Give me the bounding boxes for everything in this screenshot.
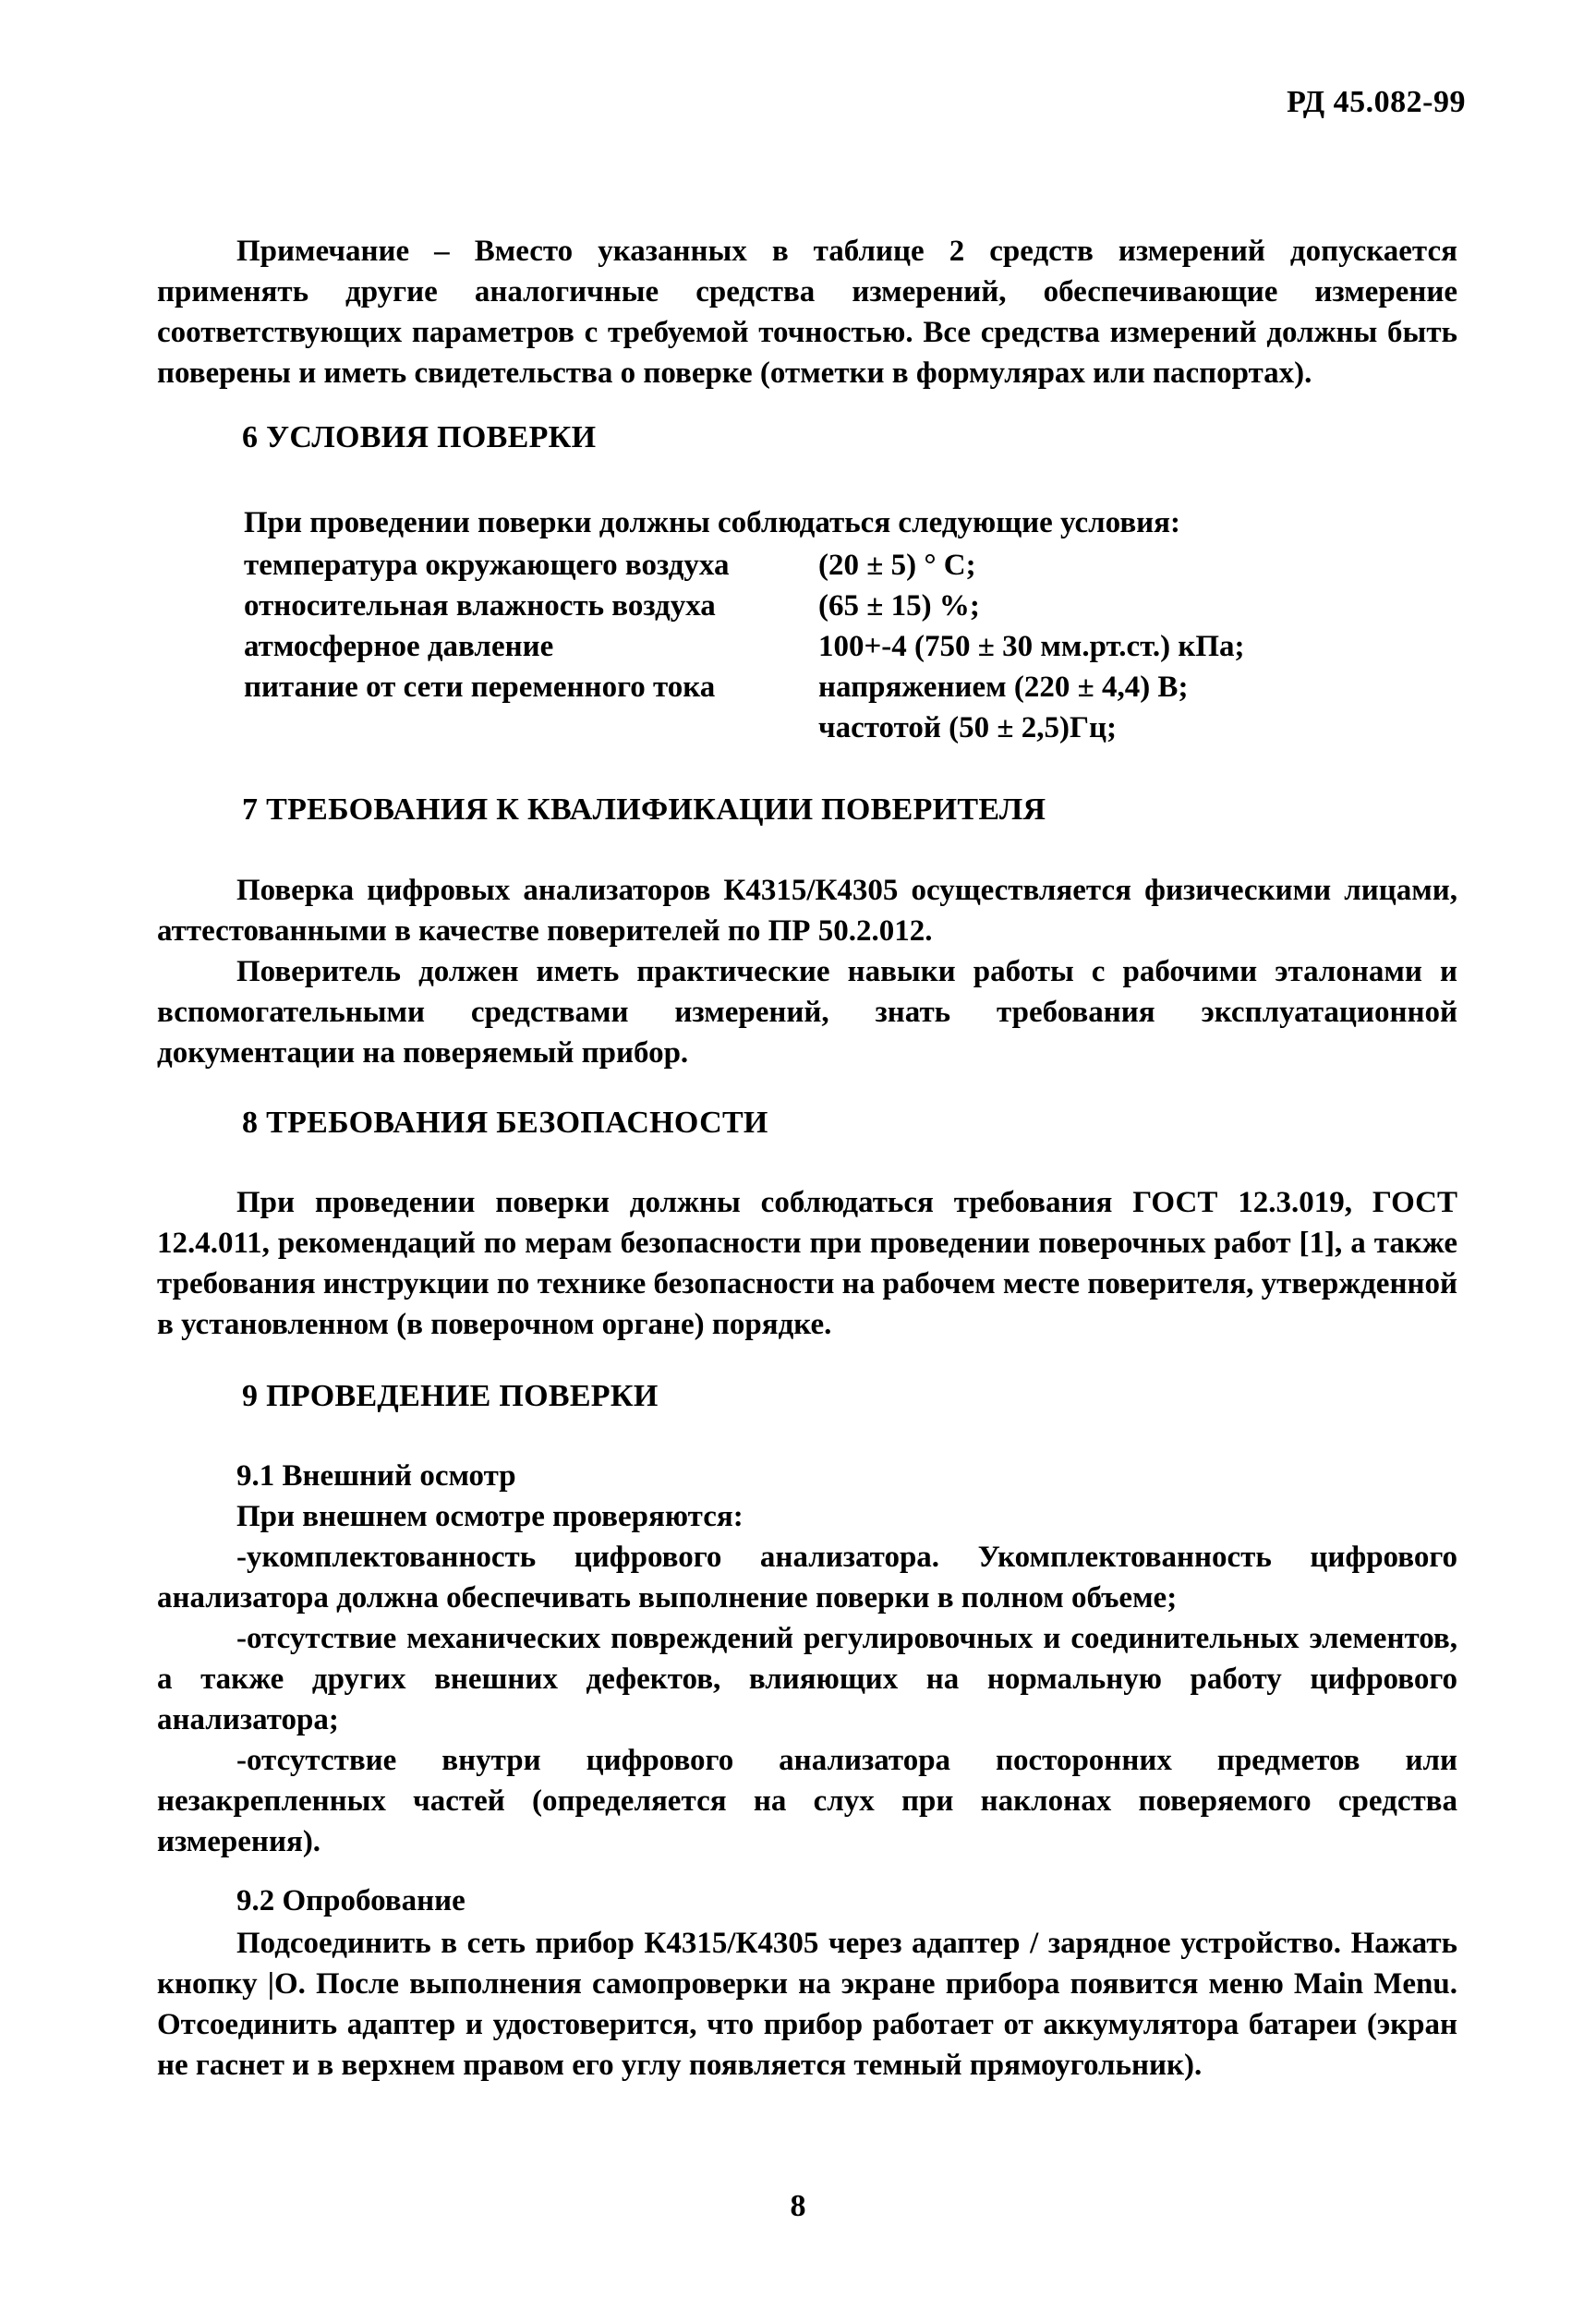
condition-row — [244, 626, 1315, 667]
section-7-body — [157, 870, 1457, 1073]
condition-row — [244, 708, 1315, 748]
subsection-9-1-heading: 9.1 Внешний осмотр — [236, 1459, 516, 1493]
section-7-heading: 7 ТРЕБОВАНИЯ К КВАЛИФИКАЦИИ ПОВЕРИТЕЛЯ — [242, 792, 1046, 827]
condition-value: (65 ± 15) %; — [818, 589, 980, 623]
condition-row — [244, 586, 1315, 626]
condition-value: (20 ± 5) ° С; — [818, 549, 976, 582]
section-8-body — [157, 1182, 1457, 1345]
subsection-9-1-intro: При внешнем осмотре проверяются: — [236, 1500, 744, 1533]
condition-value: частотой (50 ± 2,5)Гц; — [818, 711, 1117, 744]
subsection-9-2-paragraph: Подсоединить в сеть прибор К4315/К4305 через адаптер / зарядное устройство. Нажать кнопку |О. После выполнения самопроверки на экране прибора появится меню Main Menu. Отсоединить адаптер и удостоверится, что прибор работает от аккумулятора батареи (экран не гаснет и в верхнем правом его углу появляется темный прямоугольник). — [157, 1927, 1457, 2082]
condition-label: температура окружающего воздуха — [244, 549, 730, 582]
conditions-intro: При проведении поверки должны соблюдаться следующие условия: — [244, 506, 1180, 539]
condition-label: питание от сети переменного тока — [244, 671, 716, 704]
subsection-9-2-heading: 9.2 Опробование — [236, 1884, 466, 1917]
note-paragraph: Примечание – Вместо указанных в таблице 2 средств измерений допускается применять другие аналогичные средства измерений, обеспечивающие измерение соответствующих параметров с требуемой точностью. Все средства измерений должны быть поверены и иметь свидетельства о поверке (отметки в формулярах или паспортах). — [157, 235, 1457, 390]
section-7-paragraph: Поверка цифровых анализаторов К4315/К4305 осуществляется физическими лицами, аттестованными в качестве поверителей по ПР 50.2.012. — [157, 874, 1457, 948]
condition-row — [244, 545, 1315, 586]
conditions-table — [244, 545, 1315, 748]
section-6-heading: 6 УСЛОВИЯ ПОВЕРКИ — [242, 420, 597, 454]
condition-label: относительная влажность воздуха — [244, 589, 716, 623]
subsection-9-2-body — [157, 1923, 1457, 2086]
condition-value: 100+-4 (750 ± 30 мм.рт.ст.) кПа; — [818, 630, 1245, 663]
section-8-paragraph: При проведении поверки должны соблюдаться требования ГОСТ 12.3.019, ГОСТ 12.4.011, рекомендаций по мерам безопасности при проведении поверочных работ [1], а также требования инструкции по технике безопасности на рабочем месте поверителя, утвержденной в установленном (в поверочном органе) порядке. — [157, 1186, 1457, 1341]
condition-label: атмосферное давление — [244, 630, 554, 663]
document-code: РД 45.082-99 — [1287, 85, 1466, 119]
list-item: -отсутствие механических повреждений регулировочных и соединительных элементов, а также других внешних дефектов, влияющих на нормальную работу цифрового анализатора; — [157, 1622, 1457, 1736]
condition-label — [244, 708, 818, 748]
subsection-9-1-body — [157, 1496, 1457, 1862]
section-8-heading: 8 ТРЕБОВАНИЯ БЕЗОПАСНОСТИ — [242, 1106, 768, 1140]
condition-value: напряжением (220 ± 4,4) В; — [818, 671, 1189, 704]
condition-row — [244, 667, 1315, 708]
note-block — [157, 231, 1457, 393]
section-7-paragraph: Поверитель должен иметь практические навыки работы с рабочими эталонами и вспомогательными средствами измерений, знать требования эксплуатационной документации на поверяемый прибор. — [157, 955, 1457, 1070]
page-number: 8 — [790, 2189, 806, 2223]
list-item: -укомплектованность цифрового анализатора. Укомплектованность цифрового анализатора должна обеспечивать выполнение поверки в полном объеме; — [157, 1541, 1457, 1615]
section-9-heading: 9 ПРОВЕДЕНИЕ ПОВЕРКИ — [242, 1379, 659, 1413]
list-item: -отсутствие внутри цифрового анализатора посторонних предметов или незакрепленных частей (определяется на слух при наклонах поверяемого средства измерения). — [157, 1744, 1457, 1858]
